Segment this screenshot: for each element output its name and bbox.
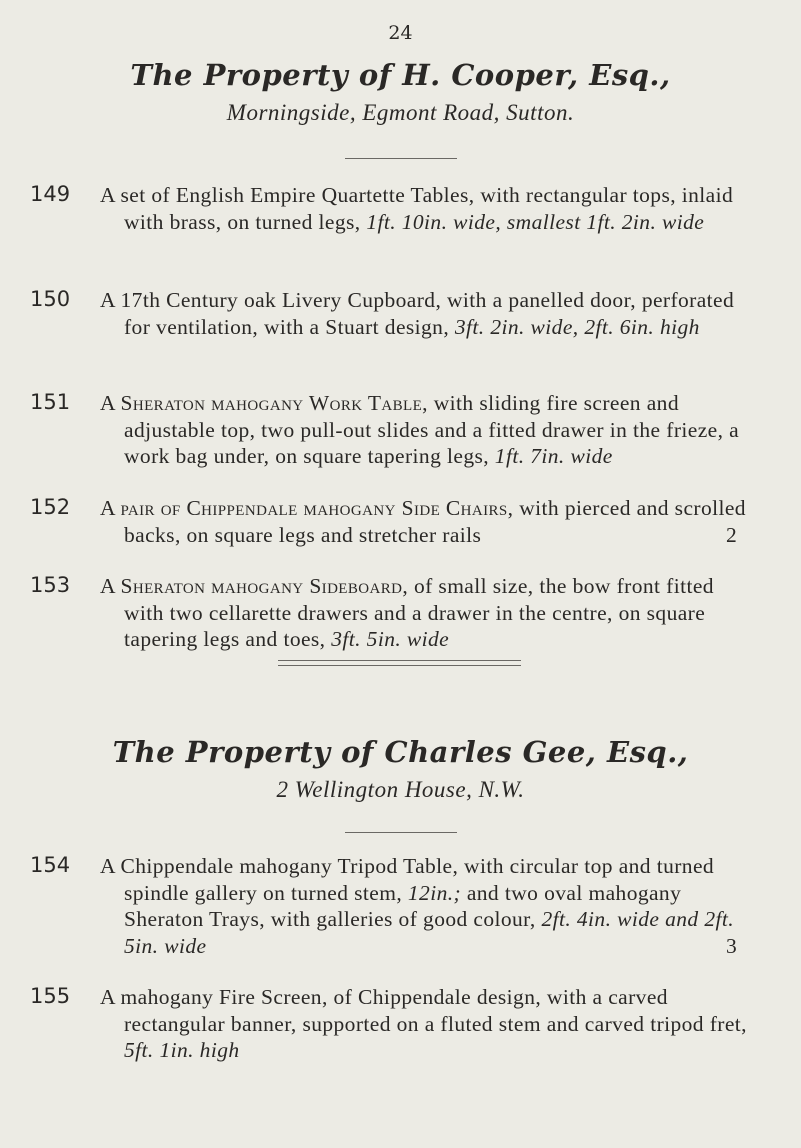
lot-text: A Chippendale mahogany Tripod Table, with circular top and turned spindle gallery on turned stem, (100, 854, 715, 905)
lot-description: A pair of Chippendale mahogany Side Chairs, with pierced and scrolled backs, on square legs and stretcher rails 2 (100, 496, 746, 547)
lot-dimensions: 1ft. 10in. wide, smallest 1ft. 2in. wide (366, 209, 705, 234)
lot-text: with sliding fire screen and adjustable top, two pull-out slides and a fitted drawer in the frieze, a work bag under, on square tapering legs, (124, 391, 740, 468)
lot-dimensions: 3ft. 5in. wide (331, 627, 450, 651)
lot-number: 149 (30, 182, 71, 206)
lot-dimensions: 3ft. 2in. wide, 2ft. 6in. high (454, 314, 700, 339)
lot-text-2: and two oval mahogany Sheraton Trays, with galleries of good colour, (124, 880, 682, 931)
page-number: 24 (388, 22, 413, 44)
owner-name: The Property of Charles Gee, Esq., (112, 735, 689, 769)
lot-dimensions: 12in.; (407, 880, 462, 905)
divider-rule (345, 158, 457, 159)
lot-lead: A pair of Chippendale mahogany Side Chairs, (100, 496, 514, 520)
lot-dimensions: 1ft. 7in. wide (494, 444, 613, 468)
lot-description (100, 984, 750, 1064)
lot-description (100, 390, 750, 470)
section-heading-1 (0, 58, 801, 126)
section-divider (278, 660, 521, 666)
divider-rule (345, 832, 457, 833)
owner-address: 2 Wellington House, N.W. (276, 777, 525, 802)
lot-number: 151 (30, 390, 71, 414)
lot-number: 152 (30, 495, 71, 519)
owner-name: The Property of H. Cooper, Esq., (130, 58, 671, 92)
lot-text: A 17th Century oak Livery Cupboard, with a panelled door, perforated for ventilation, with a Stuart design, (100, 288, 735, 339)
lot-dimensions: 5ft. 1in. high (124, 1038, 240, 1062)
lot-lead: A Sheraton mahogany Sideboard, (100, 574, 409, 598)
lot-description: A Chippendale mahogany Tripod Table, with circular top and turned spindle gallery on turned stem, 12in.; and two oval mahogany Sheraton Trays, with galleries of good colour, 2ft. 4in. wide and 2ft. 5in. wide 3 (100, 854, 738, 958)
owner-address: Morningside, Egmont Road, Sutton. (226, 100, 575, 125)
lot-number: 153 (30, 573, 71, 597)
lot-text: A set of English Empire Quartette Tables, with rectangular tops, inlaid with brass, on turned legs, (100, 183, 734, 234)
lot-description (100, 287, 750, 340)
lot-number: 155 (30, 984, 71, 1008)
lot-description (100, 573, 750, 653)
lot-text: of small size, the bow front fitted with two cellarette drawers and a drawer in the centre, on square tapering legs and toes, (124, 574, 714, 651)
lot-number: 150 (30, 287, 71, 311)
section-heading-2 (0, 735, 801, 803)
lot-text: with pierced and scrolled backs, on square legs and stretcher rails (124, 496, 746, 547)
lot-number: 154 (30, 853, 71, 877)
lot-text: A mahogany Fire Screen, of Chippendale design, with a carved rectangular banner, supported on a fluted stem and carved tripod fret, (100, 985, 747, 1036)
lot-lead: A Sheraton mahogany Work Table, (100, 391, 428, 415)
lot-dimensions-2: 2ft. 4in. wide and 2ft. 5in. wide (124, 907, 735, 958)
lot-description (100, 182, 750, 235)
